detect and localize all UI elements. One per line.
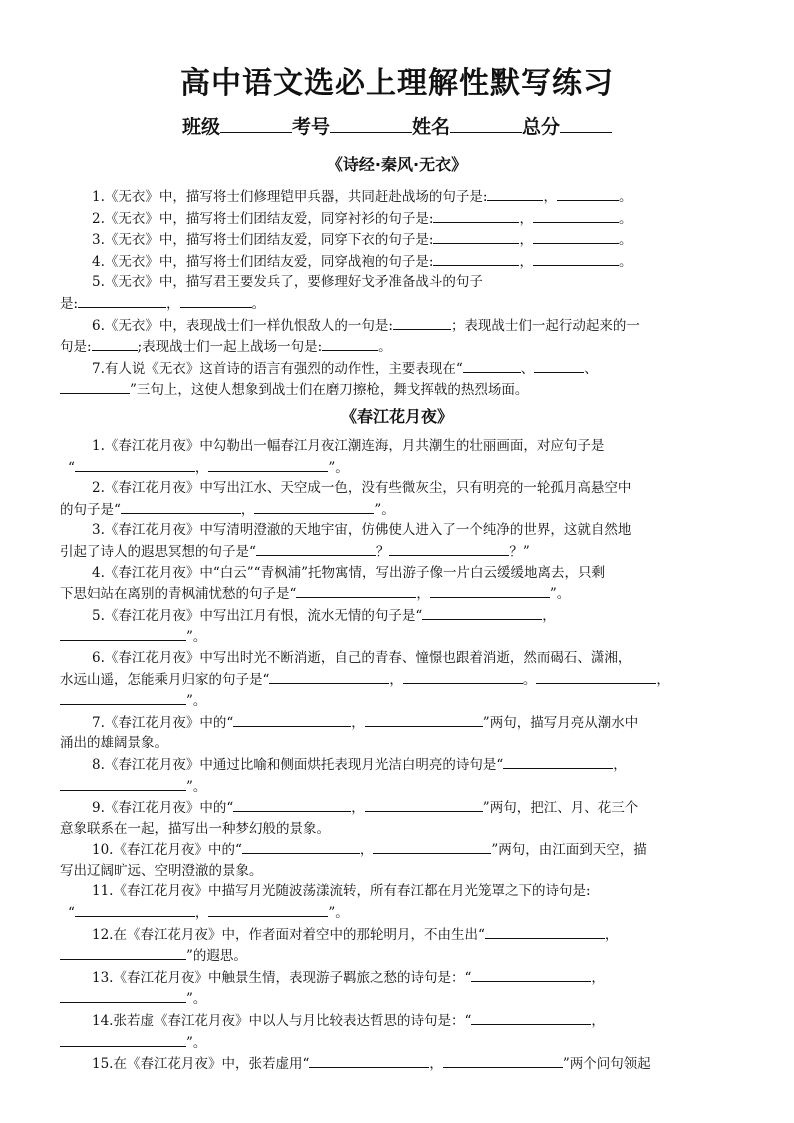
question-item	[60, 648, 736, 669]
punct: ？”	[509, 543, 530, 560]
name-label: 姓名	[412, 116, 451, 138]
punct: ，	[429, 1056, 443, 1073]
punct: ，	[416, 586, 430, 603]
punct: ”。	[186, 1034, 207, 1051]
punct: ”。	[328, 905, 349, 922]
question-item	[60, 186, 736, 208]
question-text: ”的遐思。	[186, 948, 247, 965]
answer-blank[interactable]	[365, 797, 483, 812]
answer-blank[interactable]	[533, 229, 619, 244]
punct: ，	[656, 671, 670, 688]
question-continuation	[60, 336, 736, 358]
question-text: 14.张若虚《春江花月夜》中以人与月比较表达哲思的诗句是：“	[92, 1013, 472, 1030]
question-continuation	[60, 988, 736, 1010]
punct: “	[68, 905, 75, 922]
question-text: 9.《春江花月夜》中的“	[92, 800, 234, 817]
answer-blank[interactable]	[389, 541, 509, 556]
punct: ，	[519, 232, 533, 249]
answer-blank[interactable]	[121, 499, 241, 514]
question-continuation	[60, 499, 736, 521]
answer-blank[interactable]	[296, 583, 416, 598]
answer-blank[interactable]	[60, 1032, 186, 1047]
punct: ，	[604, 926, 619, 943]
answer-blank[interactable]	[78, 293, 166, 308]
question-continuation	[60, 293, 736, 315]
question-text: 4.《春江花月夜》中“白云”“青枫浦”托物寓情，写出游子像一片白云缓缓地离去，只剩	[92, 564, 605, 581]
punct: ，	[389, 671, 403, 688]
answer-blank[interactable]	[269, 669, 389, 684]
punct: ，	[351, 714, 365, 731]
question-text: 2.《春江花月夜》中写出江水、天空成一色，没有些微灰尘，只有明亮的一轮孤月高悬空中	[92, 480, 632, 497]
student-info-line	[0, 112, 794, 139]
answer-blank[interactable]	[92, 336, 138, 351]
question-text: 写出辽阔旷远、空明澄澈的景象。	[60, 862, 263, 879]
question-text: 水远山遥，怎能乘月归家的句子是“	[60, 671, 270, 688]
question-continuation	[60, 626, 736, 648]
question-continuation	[60, 583, 736, 605]
question-continuation	[60, 379, 736, 401]
answer-blank[interactable]	[487, 186, 543, 201]
question-item	[60, 208, 736, 230]
question-item	[60, 520, 736, 541]
score-label: 总分	[522, 116, 561, 138]
question-item	[60, 967, 736, 989]
answer-blank[interactable]	[180, 293, 252, 308]
question-text: 2.《无衣》中，描写将士们团结友爱，同穿衬衫的句子是:	[92, 210, 434, 227]
exam-no-field	[292, 112, 412, 139]
question-item	[60, 272, 736, 293]
punct: ”。	[186, 629, 207, 646]
answer-blank[interactable]	[471, 1010, 591, 1025]
question-text: 5.《无衣》中，描写君王要发兵了，要修理好戈矛准备战斗的句子	[92, 274, 483, 291]
class-blank[interactable]	[220, 114, 292, 133]
question-text: ”两个问句领起	[562, 1056, 651, 1073]
question-text: ”三句上，这使人想象到战士们在磨刀擦枪，舞戈挥戟的热烈场面。	[130, 382, 529, 399]
answer-blank[interactable]	[536, 669, 656, 684]
section-chunjiang-questions	[60, 436, 736, 1075]
question-continuation	[60, 902, 736, 924]
class-label: 班级	[181, 116, 220, 138]
punct: ”。	[186, 693, 207, 710]
punct: ”。	[549, 586, 571, 603]
answer-blank[interactable]	[373, 839, 491, 854]
punct: 。	[378, 339, 392, 356]
answer-blank[interactable]	[75, 902, 195, 917]
exam-no-label: 考号	[291, 116, 330, 138]
punct: 。	[618, 210, 633, 227]
answer-blank[interactable]	[433, 251, 519, 266]
question-text: 1.《春江花月夜》中勾勒出一幅春江月夜江潮连海，月共潮生的壮丽画面，对应句子是	[92, 438, 605, 454]
answer-blank[interactable]	[60, 776, 186, 791]
question-item	[60, 839, 736, 861]
answer-blank[interactable]	[503, 754, 613, 769]
answer-blank[interactable]	[256, 541, 376, 556]
answer-blank[interactable]	[430, 583, 550, 598]
punct: 。	[251, 295, 266, 312]
question-text: 3.《春江花月夜》中写清明澄澈的天地宇宙，仿佛使人进入了一个纯净的世界，这就自然地	[92, 522, 632, 539]
page-title: 高中语文选必上理解性默写练习	[180, 66, 614, 101]
question-item	[60, 563, 736, 584]
question-text: ”两句，由江面到天空，描	[491, 842, 647, 859]
question-item	[60, 712, 736, 734]
question-text: 的句子是“	[60, 501, 121, 518]
question-item	[60, 358, 736, 380]
answer-blank[interactable]	[208, 457, 328, 472]
question-continuation	[60, 690, 736, 712]
answer-blank[interactable]	[322, 336, 378, 351]
question-text: ”两句，描写月亮从潮水中	[482, 714, 639, 731]
punct: ，	[613, 756, 627, 773]
answer-blank[interactable]	[309, 1053, 429, 1068]
question-continuation	[60, 457, 736, 479]
punct: 。	[618, 253, 633, 270]
name-blank[interactable]	[450, 114, 522, 133]
punct: ？	[375, 543, 390, 560]
question-item	[60, 229, 736, 251]
question-text: 涌出的雄阔景象。	[60, 735, 168, 752]
question-text: ；表现战士们一起行动起来的一	[450, 317, 640, 334]
answer-blank[interactable]	[60, 626, 186, 641]
question-item	[60, 1053, 736, 1075]
answer-blank[interactable]	[233, 797, 351, 812]
question-text: ;表现战士们一起上战场一句是:	[137, 339, 323, 356]
question-continuation	[60, 776, 736, 798]
punct: 、	[584, 360, 598, 377]
question-text: 1.《无衣》中，描写将士们修理铠甲兵器，共同赶赴战场的句子是:	[92, 189, 488, 205]
answer-blank[interactable]	[393, 315, 451, 330]
question-text: 10.《春江花月夜》中的“	[92, 842, 242, 859]
punct: ，	[591, 969, 605, 986]
answer-blank[interactable]	[75, 457, 195, 472]
question-continuation	[60, 541, 736, 563]
question-text: 下思妇站在离别的青枫浦忧愁的句子是“	[60, 586, 297, 603]
punct: ”。	[186, 991, 207, 1008]
answer-blank[interactable]	[443, 1053, 563, 1068]
answer-blank[interactable]	[433, 229, 519, 244]
punct: ，	[519, 253, 533, 270]
section-wuyi-questions	[60, 186, 736, 401]
question-continuation	[60, 733, 736, 754]
question-item	[60, 436, 736, 457]
punct: ，	[519, 210, 533, 227]
question-item	[60, 924, 736, 946]
punct: ，	[351, 800, 365, 817]
answer-blank[interactable]	[60, 988, 186, 1003]
question-text: 12.在《春江花月夜》中，作者面对着空中的那轮明月，不由生出“	[92, 926, 485, 943]
class-field	[182, 112, 292, 139]
answer-blank[interactable]	[433, 208, 519, 223]
question-item	[60, 1010, 736, 1032]
punct: ”。	[186, 778, 207, 795]
question-text: 11.《春江花月夜》中描写月光随波荡漾流转，所有春江都在月光笼罩之下的诗句是:	[92, 883, 591, 900]
punct: 。	[618, 189, 633, 205]
score-field	[522, 112, 612, 139]
answer-blank[interactable]	[254, 499, 374, 514]
punct: ，	[591, 1013, 605, 1030]
question-continuation	[60, 945, 736, 967]
answer-blank[interactable]	[534, 358, 584, 373]
question-text: ”两句，把江、月、花三个	[482, 800, 639, 817]
punct: 、	[520, 360, 535, 377]
question-text: 4.《无衣》中，描写将士们团结友爱，同穿战袍的句子是:	[92, 253, 434, 270]
answer-blank[interactable]	[233, 712, 351, 727]
answer-blank[interactable]	[422, 605, 542, 620]
answer-blank[interactable]	[60, 945, 186, 960]
question-text: 6.《春江花月夜》中写出时光不断消逝，自己的青春、憧憬也跟着消逝，然而碣石、潇湘，	[92, 649, 632, 666]
answer-blank[interactable]	[471, 967, 591, 982]
punct: ，	[194, 459, 209, 476]
question-item	[60, 605, 736, 627]
answer-blank[interactable]	[533, 251, 619, 266]
name-field	[412, 112, 522, 139]
question-text: 5.《春江花月夜》中写出江月有恨，流水无情的句子是“	[92, 607, 423, 624]
answer-blank[interactable]	[557, 186, 619, 201]
punct: ，	[542, 607, 556, 624]
question-text: 3.《无衣》中，描写将士们团结友爱，同穿下衣的句子是:	[92, 232, 434, 249]
score-blank[interactable]	[560, 114, 612, 133]
question-continuation	[60, 819, 736, 840]
answer-blank[interactable]	[60, 379, 130, 394]
question-continuation	[60, 669, 736, 691]
answer-blank[interactable]	[485, 924, 605, 939]
punct: ，	[240, 501, 255, 518]
question-item	[60, 478, 736, 499]
question-continuation	[60, 861, 736, 882]
answer-blank[interactable]	[403, 669, 523, 684]
punct: ，	[359, 842, 374, 859]
question-text: 7.《春江花月夜》中的“	[92, 714, 234, 731]
punct: ”。	[328, 459, 349, 476]
question-text: 6.《无衣》中，表现战士们一样仇恨敌人的一句是:	[92, 317, 393, 334]
punct: 。	[522, 671, 537, 688]
punct: ，	[166, 295, 180, 312]
punct: ，	[543, 189, 557, 205]
question-item	[60, 881, 736, 902]
question-text: 15.在《春江花月夜》中，张若虚用“	[92, 1056, 310, 1073]
section-heading-wuyi: 《诗经·秦风·无衣》	[326, 155, 468, 174]
punct: 。	[618, 232, 633, 249]
question-continuation	[60, 1032, 736, 1054]
question-text: 7.有人说《无衣》这首诗的语言有强烈的动作性，主要表现在“	[92, 360, 463, 377]
question-text: 13.《春江花月夜》中触景生情，表现游子羁旅之愁的诗句是：“	[92, 969, 472, 986]
answer-blank[interactable]	[60, 690, 186, 705]
punct: “	[68, 459, 75, 476]
exam-no-blank[interactable]	[330, 114, 412, 133]
question-text: 意象联系在一起，描写出一种梦幻般的景象。	[60, 820, 330, 837]
question-text: 8.《春江花月夜》中通过比喻和侧面烘托表现月光洁白明亮的诗句是“	[92, 756, 504, 773]
question-item	[60, 251, 736, 273]
answer-blank[interactable]	[208, 902, 328, 917]
question-text: 句是:	[60, 339, 92, 356]
answer-blank[interactable]	[365, 712, 483, 727]
answer-blank[interactable]	[463, 358, 521, 373]
question-item	[60, 315, 736, 337]
question-text: 引起了诗人的遐思冥想的句子是“	[60, 543, 256, 560]
question-item	[60, 754, 736, 776]
question-text: 是:	[60, 295, 79, 312]
section-heading-chunjiang: 《春江花月夜》	[340, 407, 453, 426]
punct: ”。	[374, 501, 395, 518]
answer-blank[interactable]	[242, 839, 360, 854]
answer-blank[interactable]	[533, 208, 619, 223]
punct: ，	[194, 905, 209, 922]
question-item	[60, 797, 736, 819]
